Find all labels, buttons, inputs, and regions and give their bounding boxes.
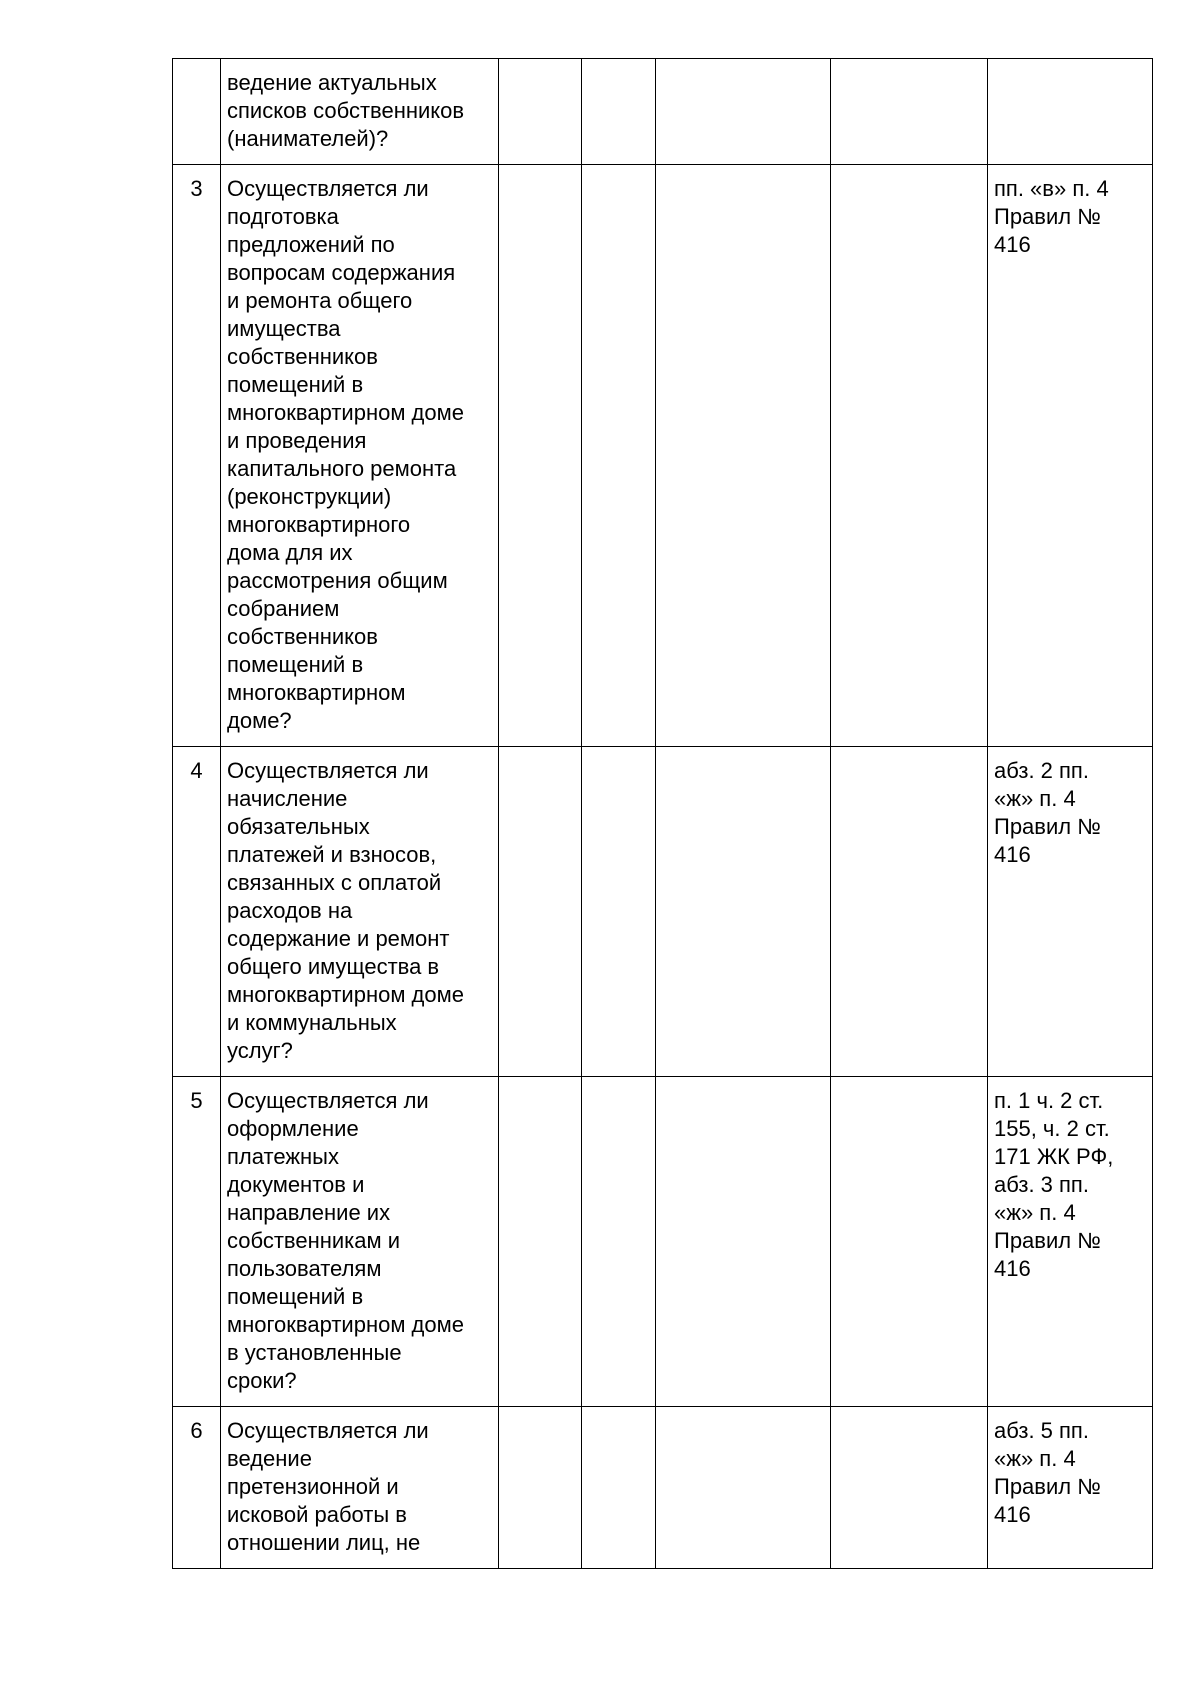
row-number	[173, 59, 221, 165]
reference-cell	[988, 59, 1153, 165]
reference-cell: п. 1 ч. 2 ст. 155, ч. 2 ст. 171 ЖК РФ, абз. 3 пп. «ж» п. 4 Правил № 416	[988, 1077, 1153, 1407]
note-cell	[831, 747, 988, 1077]
answer-yes-cell	[499, 59, 582, 165]
reference-cell: пп. «в» п. 4 Правил № 416	[988, 165, 1153, 747]
answer-yes-cell	[499, 1407, 582, 1569]
answer-yes-cell	[499, 747, 582, 1077]
answer-no-cell	[582, 59, 656, 165]
answer-no-cell	[582, 747, 656, 1077]
not-applicable-cell	[656, 1077, 831, 1407]
question-cell: ведение актуальных списков собственников (нанимателей)?	[221, 59, 499, 165]
table-row	[173, 165, 1153, 747]
question-cell: Осуществляется ли ведение претензионной и исковой работы в отношении лиц, не	[221, 1407, 499, 1569]
question-cell: Осуществляется ли оформление платежных документов и направление их собственникам и пользователям помещений в многоквартирном доме в установленные сроки?	[221, 1077, 499, 1407]
row-number: 5	[173, 1077, 221, 1407]
answer-no-cell	[582, 1077, 656, 1407]
table-row	[173, 59, 1153, 165]
reference-cell: абз. 2 пп. «ж» п. 4 Правил № 416	[988, 747, 1153, 1077]
row-number: 3	[173, 165, 221, 747]
table-row	[173, 1077, 1153, 1407]
answer-no-cell	[582, 1407, 656, 1569]
note-cell	[831, 59, 988, 165]
reference-cell: абз. 5 пп. «ж» п. 4 Правил № 416	[988, 1407, 1153, 1569]
note-cell	[831, 1077, 988, 1407]
answer-yes-cell	[499, 165, 582, 747]
answer-no-cell	[582, 165, 656, 747]
checklist-table	[172, 58, 1153, 1569]
table-row	[173, 1407, 1153, 1569]
question-cell: Осуществляется ли подготовка предложений по вопросам содержания и ремонта общего имущества собственников помещений в многоквартирном доме и проведения капитального ремонта (реконструкции) многоквартирного дома для их рассмотрения общим собранием собственников помещений в многоквартирном доме?	[221, 165, 499, 747]
question-cell: Осуществляется ли начисление обязательных платежей и взносов, связанных с оплатой расходов на содержание и ремонт общего имущества в многоквартирном доме и коммунальных услуг?	[221, 747, 499, 1077]
not-applicable-cell	[656, 165, 831, 747]
not-applicable-cell	[656, 747, 831, 1077]
row-number: 6	[173, 1407, 221, 1569]
answer-yes-cell	[499, 1077, 582, 1407]
note-cell	[831, 165, 988, 747]
note-cell	[831, 1407, 988, 1569]
table-row	[173, 747, 1153, 1077]
not-applicable-cell	[656, 1407, 831, 1569]
row-number: 4	[173, 747, 221, 1077]
not-applicable-cell	[656, 59, 831, 165]
